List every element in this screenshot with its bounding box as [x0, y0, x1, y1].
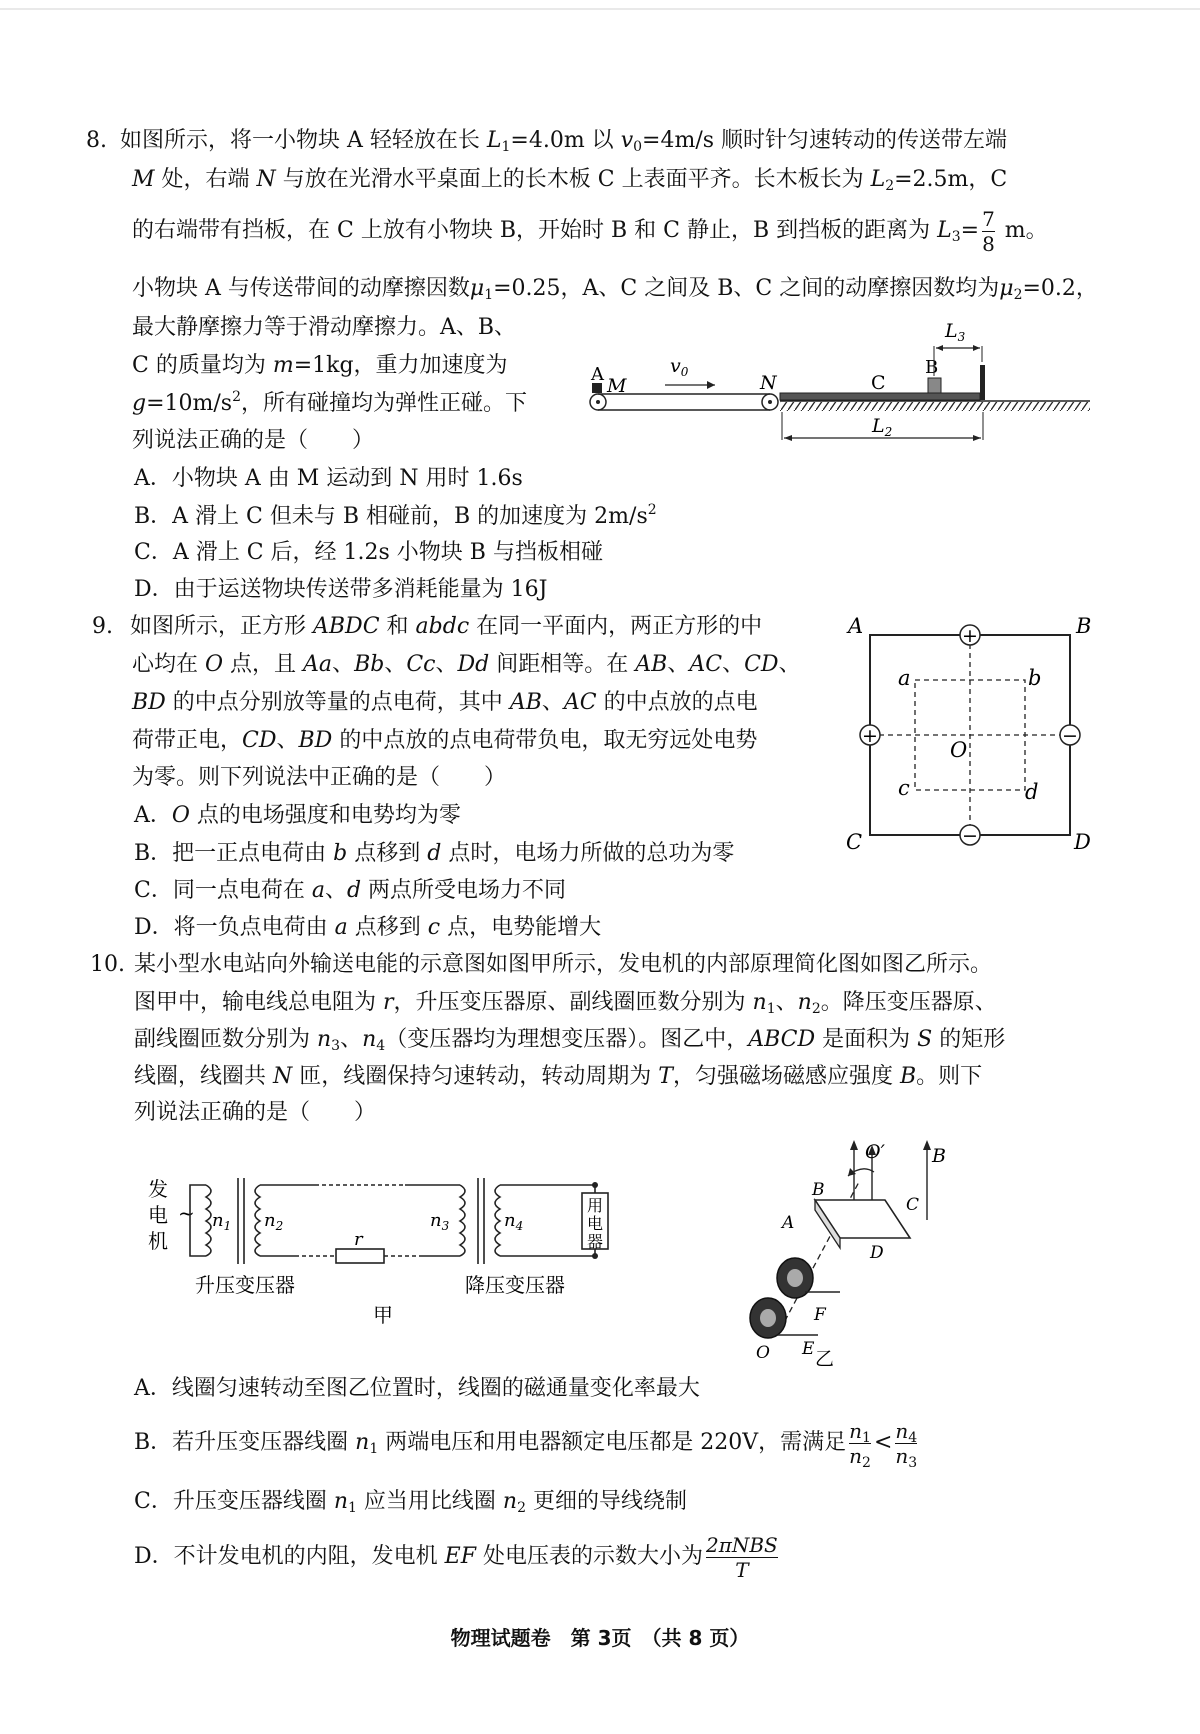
scan-top-edge — [0, 8, 1200, 10]
label-n: N — [760, 372, 777, 394]
ac-symbol: ~ — [178, 1201, 195, 1225]
label-C: C — [846, 830, 863, 854]
label-n4: $n_4$ — [504, 1210, 524, 1233]
figure-caption-jia: 甲 — [373, 1303, 393, 1327]
negative-charge-bd — [1060, 725, 1080, 747]
label-O: O — [950, 738, 968, 762]
square-charges-figure — [840, 615, 1110, 855]
q8-line-3: 的右端带有挡板，在 C 上放有小物块 B，开始时 B 和 C 静止，B 到挡板的距离为 $L_3=$ $\frac{7}{8}$ m。 — [132, 206, 1048, 256]
question-number: 9. — [92, 614, 113, 639]
power-transmission-figure — [140, 1160, 630, 1340]
page-footer: 物理试题卷 第 3页 （共 8 页） — [450, 1626, 750, 1650]
q9-option-d: D．将一负点电荷由 a 点移到 c 点，电势能增大 — [134, 915, 602, 940]
coil-n1 — [206, 1185, 211, 1256]
label-D: D — [1074, 830, 1091, 854]
q10-line-2: 图甲中，输电线总电阻为 r，升压变压器原、副线圈匝数分别为 $n_1$、$n_2$。降压变压器原、 — [134, 990, 997, 1017]
label-l3: $L_3$ — [945, 320, 966, 344]
label-c: C — [871, 372, 886, 394]
question-number: 8. — [86, 128, 107, 153]
conveyor-belt-figure — [585, 310, 1095, 450]
fraction-n4-n3: $\frac{n_4}{n_3}$ — [895, 1418, 918, 1471]
q8-line-6: C 的质量均为 m=1kg，重力加速度为 — [132, 353, 508, 378]
q10-option-b: B．若升压变压器线圈 $n_1$ 两端电压和用电器额定电压都是 220V，需满足 $\frac{n_1}{n_2}$ < $\frac{n_4}{n_3}$ — [134, 1418, 918, 1471]
label-a: a — [898, 666, 911, 690]
q10-line-3: 副线圈匝数分别为 $n_3$、$n_4$（变压器均为理想变压器）。图乙中，ABCD 是面积为 S 的矩形 — [134, 1027, 1006, 1054]
q8-line-7: $g=10m/s^2$，所有碰撞均为弹性正碰。下 — [132, 389, 528, 416]
svg-text:+: + — [862, 725, 878, 747]
q9-option-b: B．把一正点电荷由 b 点移到 d 点时，电场力所做的总功为零 — [134, 841, 735, 866]
svg-text:电: 电 — [587, 1214, 604, 1233]
label-l2: $L_2$ — [872, 415, 893, 439]
label-B: B — [812, 1180, 825, 1200]
generator-label-2: 电 — [148, 1203, 168, 1227]
q9-option-a: A．O 点的电场强度和电势均为零 — [134, 803, 461, 828]
question-number: 10. — [90, 952, 125, 977]
label-m: M — [607, 375, 627, 397]
q8-option-c: C．A 滑上 C 后，经 1.2s 小物块 B 与挡板相碰 — [134, 540, 603, 565]
q8-line-1: 如图所示，将一小物块 A 轻轻放在长 $L_1=4.0m$ 以 $v_0=4m/s$ 顺时针匀速转动的传送带左端 — [120, 128, 1008, 155]
q10-option-a: A．线圈匀速转动至图乙位置时，线圈的磁通量变化率最大 — [134, 1376, 700, 1401]
q9-option-c: C．同一点电荷在 a、d 两点所受电场力不同 — [134, 878, 567, 903]
label-F: F — [814, 1305, 826, 1325]
svg-text:−: − — [1062, 725, 1078, 747]
label-C: C — [906, 1195, 920, 1215]
label-n2: $n_2$ — [264, 1210, 284, 1233]
q9-line-5: 为零。则下列说法中正确的是（ ） — [132, 765, 507, 790]
board-c — [780, 393, 980, 400]
svg-text:−: − — [962, 825, 978, 847]
stopper — [980, 365, 985, 400]
label-b: b — [1028, 666, 1042, 690]
label-O: O — [756, 1343, 770, 1363]
label-D: D — [870, 1243, 884, 1263]
q9-line-4: 荷带正电，CD、BD 的中点放的点电荷带负电，取无穷远处电势 — [132, 728, 758, 753]
q8-line-8: 列说法正确的是（ ） — [132, 428, 375, 453]
q10-option-c: C．升压变压器线圈 $n_1$ 应当用比线圈 $n_2$ 更细的导线绕制 — [134, 1489, 688, 1516]
step-down-transformer-label: 降压变压器 — [465, 1273, 565, 1297]
generator-label-1: 发 — [148, 1177, 168, 1201]
q10-line-1: 某小型水电站向外输送电能的示意图如图甲所示，发电机的内部原理简化图如图乙所示。 — [134, 952, 993, 977]
coil-n3 — [460, 1185, 465, 1256]
q8-line-2: M 处，右端 N 与放在光滑水平桌面上的长木板 C 上表面平齐。长木板长为 $L_2=2.5m$，C — [132, 167, 1008, 194]
label-A: A — [848, 615, 864, 638]
label-A: A — [782, 1213, 795, 1233]
q8-line-5: 最大静摩擦力等于滑动摩擦力。A、B、 — [132, 315, 517, 340]
q9-line-1: 如图所示，正方形 ABDC 和 abdc 在同一平面内，两正方形的中 — [130, 614, 763, 639]
q8-line-4: 小物块 A 与传送带间的动摩擦因数$\mu_1=0.25$，A、C 之间及 B、C 之间的动摩擦因数均为$\mu_2=0.2$， — [132, 276, 1098, 303]
label-a: A — [591, 364, 604, 385]
fraction-n1-n2: $\frac{n_1}{n_2}$ — [849, 1418, 871, 1471]
label-o-prime: O′ — [865, 1141, 885, 1163]
label-c: c — [898, 776, 910, 800]
positive-charge-ac — [860, 725, 880, 747]
step-up-transformer-label: 升压变压器 — [195, 1273, 295, 1297]
label-v0: $v_0$ — [670, 355, 689, 379]
svg-text:+: + — [962, 625, 978, 647]
generator-coil-figure — [720, 1130, 970, 1370]
q8-option-d: D．由于运送物块传送带多消耗能量为 16J — [134, 577, 548, 602]
label-n3: $n_3$ — [430, 1210, 450, 1233]
positive-charge-ab — [960, 625, 980, 647]
label-E: E — [802, 1339, 815, 1359]
fraction-seven-eighths: $\frac{7}{8}$ — [982, 206, 995, 256]
q8-option-a: A．小物块 A 由 M 运动到 N 用时 1.6s — [134, 466, 523, 491]
coil-n4 — [495, 1185, 500, 1256]
q10-option-d: D．不计发电机的内阻，发电机 EF 处电压表的示数大小为 $\frac{\text{2πNBS}}{T}$ — [134, 1532, 778, 1582]
label-B: B — [1076, 615, 1092, 638]
generator-label-3: 机 — [148, 1229, 168, 1253]
coil-n2 — [255, 1185, 260, 1256]
q9-line-3: BD 的中点分别放等量的点电荷，其中 AB、AC 的中点放的点电 — [132, 690, 758, 715]
q8-option-b: B．A 滑上 C 但未与 B 相碰前，B 的加速度为 $2m/s^2$ — [134, 502, 657, 529]
block-b — [928, 378, 941, 393]
q10-line-4: 线圈，线圈共 N 匝，线圈保持匀速转动，转动周期为 T，匀强磁场磁感应强度 B。则下 — [134, 1064, 983, 1089]
label-n1: $n_1$ — [212, 1210, 232, 1233]
q10-line-5: 列说法正确的是（ ） — [134, 1100, 377, 1125]
svg-text:器: 器 — [587, 1232, 604, 1251]
figure-caption-yi: 乙 — [815, 1348, 835, 1370]
label-d: d — [1025, 780, 1039, 804]
label-b: B — [925, 357, 939, 378]
negative-charge-cd — [960, 825, 980, 847]
q9-line-2: 心均在 O 点，且 Aa、Bb、Cc、Dd 间距相等。在 AB、AC、CD、 — [132, 652, 801, 677]
label-b-field: B — [932, 1145, 946, 1167]
resistor-r — [336, 1249, 384, 1263]
fraction-voltage: $\frac{\text{2πNBS}}{T}$ — [705, 1532, 778, 1582]
label-r: r — [354, 1229, 363, 1250]
svg-text:用: 用 — [587, 1196, 604, 1215]
